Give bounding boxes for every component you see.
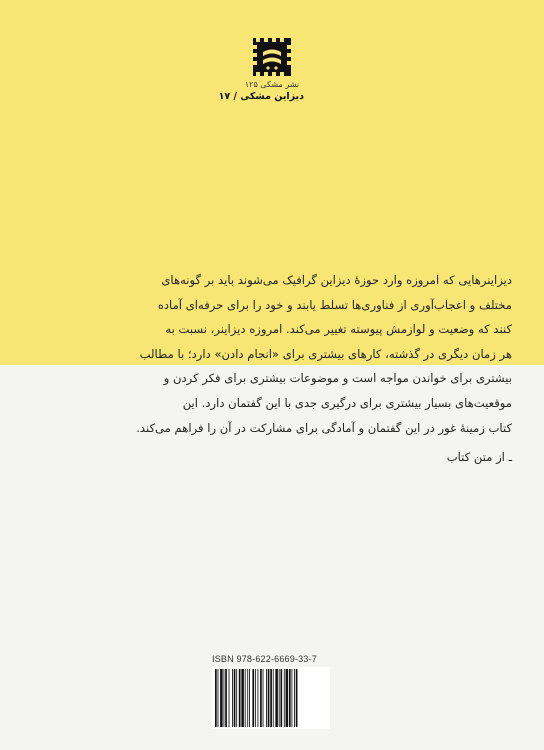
- blurb-attribution: ـ از متن کتاب: [446, 450, 512, 465]
- isbn-label: ISBN 978-622-6669-33-7: [212, 654, 317, 664]
- back-cover-blurb: [100, 268, 512, 470]
- barcode-icon: [212, 667, 330, 729]
- publisher-number: نشر مشکی ۱۲۵: [244, 80, 300, 89]
- series-label: دیزاین مشکی / ۱۷: [218, 91, 304, 102]
- blurb-line: هر زمان دیگری در گذشته، کارهای بیشتری برای «انجام دادن» دارد؛ با مطالب: [139, 346, 512, 361]
- publisher-logo-block: [218, 38, 304, 102]
- barcode-block: [212, 654, 332, 729]
- blurb-line: بیشتری برای خواندن مواجه است و موضوعات بیشتری برای فکر کردن و: [163, 371, 512, 386]
- blurb-line: کتاب زمینهٔ غور در این گفتمان و آمادگی برای مشارکت در آن را فراهم می‌کند.: [136, 420, 512, 435]
- blurb-line: دیزاینرهایی که امروزه وارد حوزهٔ دیزاین گرافیک می‌شوند باید بر گونه‌های: [161, 273, 512, 287]
- publisher-logo-icon: [253, 38, 291, 76]
- blurb-line: موقعیت‌های بسیار بیشتری برای درگیری جدی با این گفتمان دارد. این: [182, 395, 512, 410]
- blurb-line: کنند که وضعیت و لوازمش پیوسته تغییر می‌کند. امروزه دیزاینر، نسبت به: [165, 322, 512, 337]
- blurb-line: مختلف و اعجاب‌آوری از فناوری‌ها تسلط یابند و خود را برای حرفه‌ای آماده: [157, 297, 512, 312]
